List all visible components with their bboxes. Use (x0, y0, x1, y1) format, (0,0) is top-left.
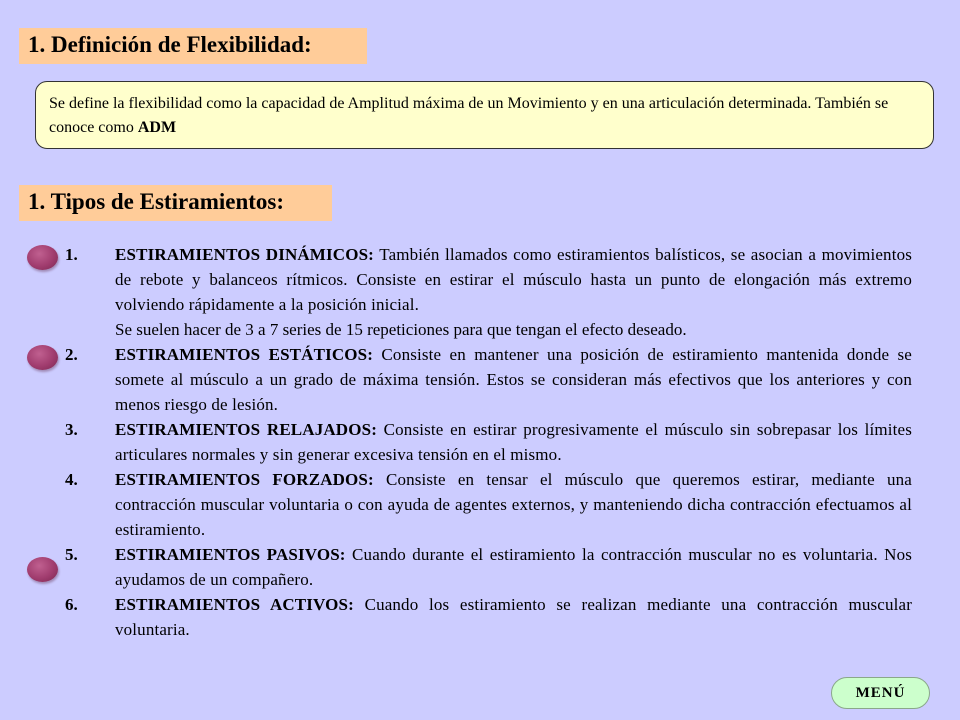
list-item-title: ESTIRAMIENTOS DINÁMICOS: (115, 245, 374, 264)
list-item-relaxed (65, 417, 912, 467)
list-item-text (115, 467, 912, 542)
menu-button[interactable]: MENÚ (831, 677, 930, 709)
definition-abbreviation: ADM (137, 119, 177, 136)
list-item-text (115, 417, 912, 467)
list-item-extra-note: Se suelen hacer de 3 a 7 series de 15 repeticiones para que tengan el efecto deseado. (115, 320, 687, 339)
list-item-description: También llamados como estiramientos balísticos, se asocian a movimientos de rebote y balanceos rítmicos. Consiste en estirar el músculo hasta un punto de elongación más extremo volviendo rápidamente a la posición inicial. (115, 245, 912, 314)
list-item-forced (65, 467, 912, 542)
list-item-number: 1. (65, 245, 78, 264)
list-item-static (65, 342, 912, 417)
list-item-description: Cuando durante el estiramiento la contracción muscular no es voluntaria. Nos ayudamos de un compañero. (115, 545, 912, 589)
stretching-types-heading: 1. Tipos de Estiramientos: (19, 185, 332, 221)
list-item-title: ESTIRAMIENTOS FORZADOS: (115, 470, 374, 489)
list-item-description: Consiste en estirar progresivamente el músculo sin sobrepasar los límites articulares normales y sin generar excesiva tensión en el mismo. (115, 420, 912, 464)
list-item-text (115, 342, 912, 417)
list-item-title: ESTIRAMIENTOS ESTÁTICOS: (115, 345, 374, 364)
list-item-description: Consiste en tensar el músculo que queremos estirar, mediante una contracción muscular voluntaria o con ayuda de agentes externos, y manteniendo dicha contracción efectuamos al estiramiento. (115, 470, 913, 539)
list-item-number: 6. (65, 595, 78, 614)
list-item-active (65, 592, 912, 642)
list-item-text (115, 542, 912, 592)
list-item-title: ESTIRAMIENTOS ACTIVOS: (115, 595, 354, 614)
list-item-number: 5. (65, 545, 78, 564)
list-item-description: Consiste en mantener una posición de estiramiento mantenida donde se somete al músculo a un grado de máxima tensión. Estos se consideran más efectivos que los anteriores y con menos riesgo de lesión. (115, 345, 912, 414)
list-item-number: 4. (65, 470, 78, 489)
definition-text: Se define la flexibilidad como la capacidad de Amplitud máxima de un Movimiento y en una articulación determinada. También se conoce como (49, 95, 889, 136)
list-item-text (115, 592, 912, 642)
list-item-title: ESTIRAMIENTOS RELAJADOS: (115, 420, 378, 439)
list-item-description: Cuando los estiramiento se realizan mediante una contracción muscular voluntaria. (115, 595, 913, 639)
list-item-dynamic (65, 242, 912, 342)
stretching-types-list (0, 242, 960, 642)
list-item-title: ESTIRAMIENTOS PASIVOS: (115, 545, 346, 564)
list-item-text (115, 242, 912, 317)
list-item-passive (65, 542, 912, 592)
definition-heading: 1. Definición de Flexibilidad: (19, 28, 367, 64)
list-item-number: 3. (65, 420, 78, 439)
list-item-number: 2. (65, 345, 78, 364)
definition-box (35, 81, 934, 149)
